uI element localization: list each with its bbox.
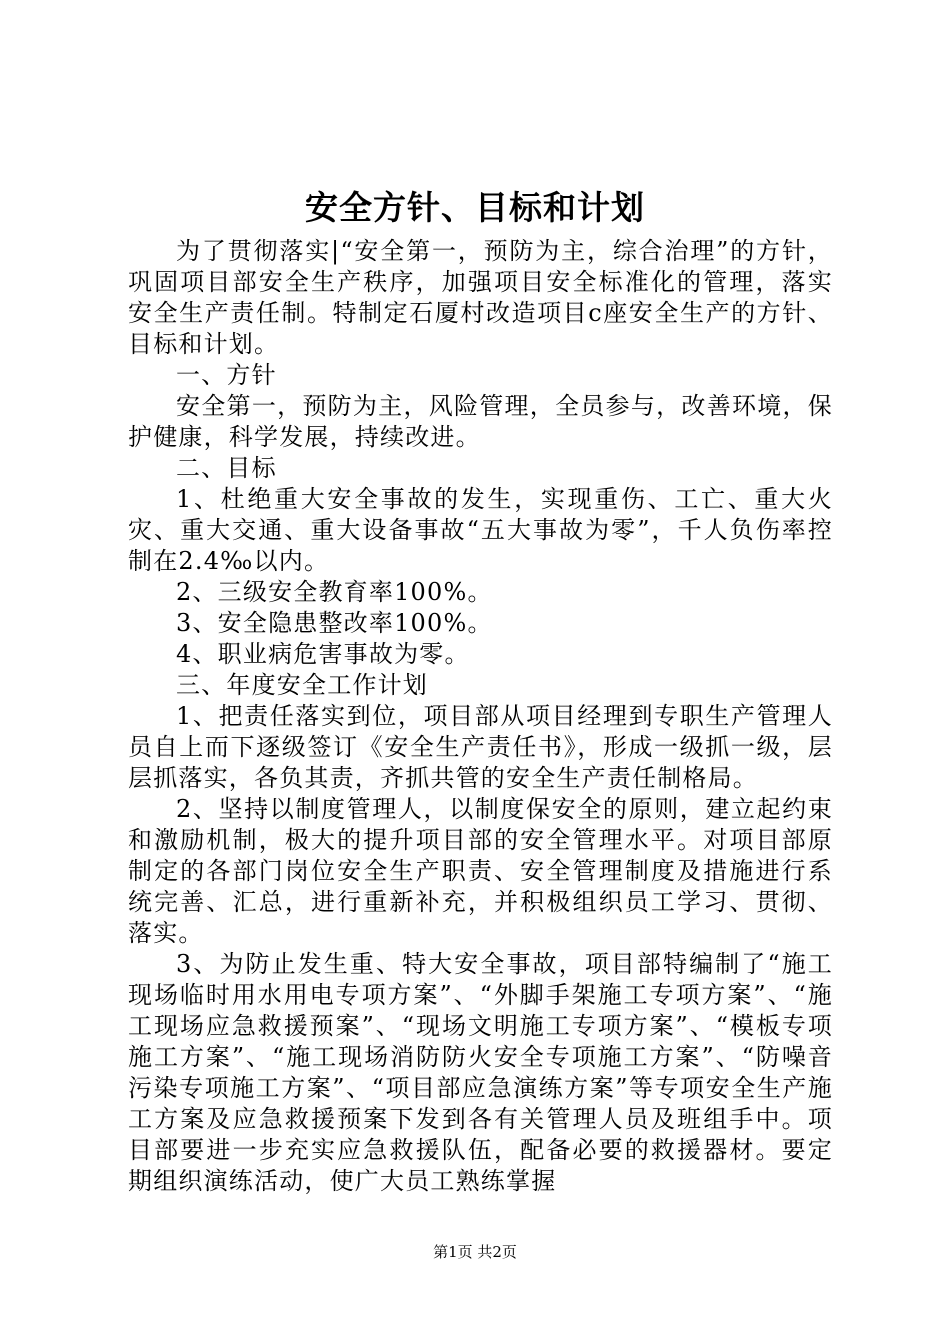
intro-paragraph: 为了贯彻落实|“安全第一，预防为主，综合治理”的方针，巩固项目部安全生产秩序，加强项目安全标准化的管理，落实安全生产责任制。特制定石厦村改造项目c座安全生产的方针、目标和计划。 <box>128 237 833 358</box>
goal-item: 2、三级安全教育率100%。 <box>176 578 493 606</box>
document-body <box>128 236 833 1197</box>
goal-item: 3、安全隐患整改率100%。 <box>176 609 493 637</box>
plan-item: 2、坚持以制度管理人，以制度保安全的原则，建立起约束和激励机制，极大的提升项目部的安全管理水平。对项目部原制定的各部门岗位安全生产职责、安全管理制度及措施进行系统完善、汇总，进行重新补充，并积极组织员工学习、贯彻、落实。 <box>128 795 833 947</box>
plan-item: 3、为防止发生重、特大安全事故，项目部特编制了“施工现场临时用水用电专项方案”、“外脚手架施工专项方案”、“施工现场应急救援预案”、“现场文明施工专项方案”、“模板专项施工方案”、“施工现场消防防火安全专项施工方案”、“防噪音污染专项施工方案”、“项目部应急演练方案”等专项安全生产施工方案及应急救援预案下发到各有关管理人员及班组手中。项目部要进一步充实应急救援队伍，配备必要的救援器材。要定期组织演练活动，使广大员工熟练掌握 <box>128 950 833 1195</box>
goal-item: 1、杜绝重大安全事故的发生，实现重伤、工亡、重大火灾、重大交通、重大设备事故“五大事故为零”，千人负伤率控制在2.4‰以内。 <box>128 485 833 575</box>
section-heading-plan: 三、年度安全工作计划 <box>176 671 428 699</box>
page-footer: 第1页 共2页 <box>433 1243 517 1261</box>
plan-item: 1、把责任落实到位，项目部从项目经理到专职生产管理人员自上而下逐级签订《安全生产责任书》，形成一级抓一级，层层抓落实，各负其责，齐抓共管的安全生产责任制格局。 <box>128 702 833 792</box>
policy-paragraph: 安全第一，预防为主，风险管理，全员参与，改善环境，保护健康，科学发展，持续改进。 <box>128 392 833 451</box>
goal-item: 4、职业病危害事故为零。 <box>176 640 470 668</box>
section-heading-policy: 一、方针 <box>176 361 277 389</box>
section-heading-goals: 二、目标 <box>176 454 277 482</box>
document-title: 安全方针、目标和计划 <box>305 188 645 227</box>
